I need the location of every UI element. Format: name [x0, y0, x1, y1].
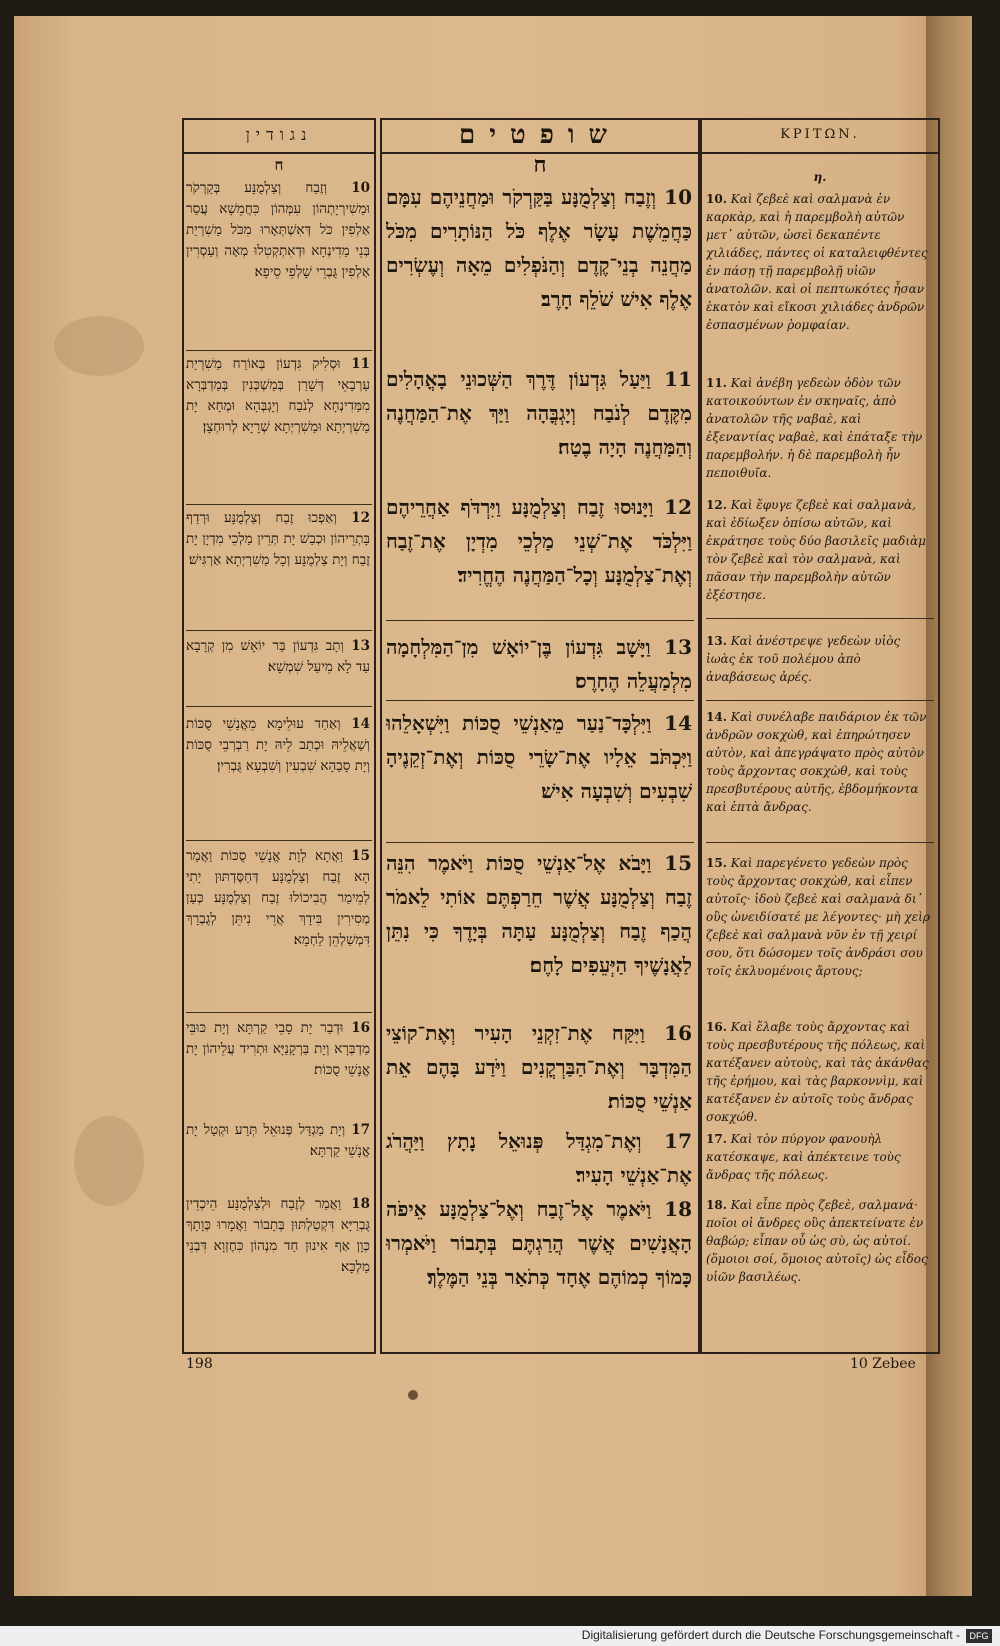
verse-text: Καὶ συνέλαβε παιδάριον ἐκ τῶν ἀνδρῶν σοκχὼθ, καὶ ἐπηρώτησεν αὐτὸν, καὶ ἀπεγράψατο πρὸς αὐτὸν τοὺς ἄρχοντας σοκχὼθ, καὶ τοὺς πρεσβυτέρους αὐτῆς, ἑβδομήκοντα καὶ ἑπτὰ ἄνδρας.: [706, 710, 927, 814]
verse-text: Καὶ παρεγένετο γεδεὼν πρὸς τοὺς ἄρχοντας σοκχὼθ, καὶ εἶπεν αὐτοῖς· ἰδοὺ ζεβεὲ καὶ σαλμανὰ δι᾽ οὓς ὠνειδίσατέ με λέγοντες· μὴ χεὶρ ζεβεὲ καὶ σαλμανὰ νῦν ἐν τῇ χειρί σου, ὅτι δώσομεν τοῖς ἀνδράσι σου τοῖς ἐκλυομένοις ἄρτους;: [706, 856, 930, 978]
verse-divider: [186, 350, 372, 351]
greek-verse: [706, 374, 932, 488]
paper-hole: [408, 1390, 418, 1400]
greek-verse: [706, 1018, 932, 1126]
verse-text: Καὶ τὸν πύργον φανουὴλ κατέσκαψε, καὶ ἀπέκτεινε τοὺς ἄνδρας τῆς πόλεως.: [706, 1132, 901, 1182]
verse-number: 10: [351, 180, 370, 196]
greek-chapter-marker: η.: [813, 170, 827, 184]
verse-number: 12: [351, 510, 370, 526]
verse-number: 18: [664, 1197, 692, 1221]
verse-number: 14: [664, 711, 692, 735]
aramaic-column-header: נגודין: [182, 118, 376, 154]
hebrew-verse: [386, 1124, 692, 1192]
hebrew-chapter-marker: ח: [533, 152, 547, 178]
verse-divider: [186, 840, 372, 841]
verse-number: 14.: [706, 710, 727, 724]
verse-number: 15: [664, 851, 692, 875]
verse-text: Καὶ ἀνέβη γεδεὼν ὁδὸν τῶν κατοικούντων ἐν σκηναῖς, ἀπὸ ἀνατολῶν τῆς ναβαὲ, καὶ ἐξεναντίας ναβαὲ, καὶ ἐπάταξε τὴν παρεμβολήν. ἡ δὲ παρεμβολὴ ἦν πεποιθυῖα.: [706, 376, 923, 480]
greek-verse: [706, 190, 932, 366]
verse-number: 15.: [706, 856, 727, 870]
greek-column-header: ΚΡΙΤΩΝ.: [700, 118, 940, 154]
greek-verse: [706, 632, 932, 688]
verse-text: וַיָּבֹא אֶל־אַנְשֵׁי סֻכּוֹת וַיֹּאמֶר הִנֵּה זֶבַח וְצַלְמֻנָּע אֲשֶׁר חֵרַפְתֶּם אוֹתִי לֵאמֹר הֲכַף זֶבַח וְצַלְמֻנָּע עַתָּה בְּיָדֶךָ כִּי נִתֵּן לַאֲנָשֶׁיךָ הַיְּעֵפִים לָחֶם׃: [386, 851, 692, 977]
verse-number: 13.: [706, 634, 727, 648]
aramaic-verse: [186, 1194, 370, 1344]
verse-number: 11: [351, 356, 370, 372]
verse-number: 15: [351, 848, 370, 864]
hebrew-verse: [386, 630, 692, 698]
verse-number: 12: [664, 495, 692, 519]
verse-text: וְאַפְכוּ זֶבַח וְצַלְמֻנָּע וּרְדַף בָּתְרֵיהוֹן וּכְבַשׁ יָת תְּרֵין מַלְכֵי מִדְיָן יָת זֶבַח וְיָת צַלְמֻנָּע וְכָל מַשִׁרְיְתָא אַרְגִּישׁ׃: [186, 510, 370, 568]
verse-divider: [186, 504, 372, 505]
hebrew-verse: [386, 180, 692, 380]
greek-verse: [706, 496, 932, 610]
aramaic-verse: [186, 1120, 370, 1184]
aramaic-chapter-marker: ח: [274, 156, 284, 174]
verse-number: 18.: [706, 1198, 727, 1212]
verse-number: 12.: [706, 498, 727, 512]
hebrew-verse: [386, 362, 692, 498]
verse-number: 10.: [706, 192, 727, 206]
verse-number: 16.: [706, 1020, 727, 1034]
verse-text: Καὶ ζεβεὲ καὶ σαλμανὰ ἐν καρκὰρ, καὶ ἡ παρεμβολὴ αὐτῶν μετ᾽ αὐτῶν, ὡσεὶ δεκαπέντε χιλιάδες, πάντες οἱ καταλειφθέντες ἐν πάσῃ τῇ παρεμβολῇ υἱῶν ἀνατολῶν. καὶ οἱ πεπτωκότες ἦσαν ἑκατὸν καὶ εἴκοσι χιλιάδες ἀνδρῶν ἐσπασμένων ῥομφαίαν.: [706, 192, 928, 332]
verse-text: וַיֹּאמֶר אֶל־זֶבַח וְאֶל־צַלְמֻנָּע אֵיפֹה הָאֲנָשִׁים אֲשֶׁר הֲרַגְתֶּם בְּתָבוֹר וַיֹּאמְרוּ כָּמוֹךָ כְמוֹהֶם אֶחָד כְּתֹאַר בְּנֵי הַמֶּלֶךְ׃: [386, 1197, 692, 1289]
verse-text: וַאֲמַר לְזֶבַח וּלְצַלְמֻנָּע הֵיכְדֵין גֻּבְרַיָּא דִּקְטַלְתּוּן בְּתָבוֹר וַאֲמָרוּ כְּוָתָךְ כְּוָן אַף אִינוּן חַד מִנְהוֹן כִּחֶזְוָא דִּבְנֵי מַלְכָּא׃: [186, 1196, 370, 1275]
greek-verse: [706, 854, 932, 1004]
verse-divider: [386, 700, 694, 701]
verse-text: Καὶ ἔλαβε τοὺς ἄρχοντας καὶ τοὺς πρεσβυτέρους τῆς πόλεως, καὶ κατέξανεν αὐτοὺς, καὶ τὰς ἀκάνθας τῆς ἐρήμου, καὶ τὰς βαρκοννὶμ, καὶ κατέξανεν ἐν αὐτοῖς τοὺς ἄνδρας σοκχώθ.: [706, 1020, 929, 1124]
verse-number: 14: [351, 716, 370, 732]
verse-text: וַיָּנוּסוּ זֶבַח וְצַלְמֻנָּע וַיִּרְדֹּף אַחֲרֵיהֶם וַיִּלְכֹּד אֶת־שְׁנֵי מַלְכֵי מִדְיָן אֶת־זֶבַח וְאֶת־צַלְמֻנָּע וְכָל־הַמַּחֲנֶה הֶחֱרִיד׃: [386, 495, 692, 587]
verse-number: 11: [664, 367, 692, 391]
verse-divider: [186, 1012, 372, 1013]
verse-text: וַיַּעַל גִּדְעוֹן דֶּרֶךְ הַשְּׁכוּנֵי בָאֳהָלִים מִקֶּדֶם לְנֹבַח וְיָגְבֳּהָה וַיַּךְ אֶת־הַמַּחֲנֶה וְהַמַּחֲנֶה הָיָה בֶטַח׃: [386, 367, 692, 459]
greek-verse: [706, 1130, 932, 1186]
aramaic-verse: [186, 1018, 370, 1110]
verse-number: 11.: [706, 376, 727, 390]
digitization-credit: Digitalisierung gefördert durch die Deutsche Forschungsgemeinschaft -: [581, 1628, 960, 1642]
page-number: 198: [186, 1356, 213, 1372]
verse-number: 13: [351, 638, 370, 654]
verse-number: 13: [664, 635, 692, 659]
aramaic-verse: [186, 508, 370, 626]
aramaic-verse: [186, 846, 370, 1006]
verse-text: וְתָב גִּדְעוֹן בַּר יוֹאָשׁ מִן קְרָבָא עַד לָא מֵיעַל שִׁמְשָׁא׃: [186, 638, 370, 675]
verse-text: וַיִּקַּח אֶת־זִקְנֵי הָעִיר וְאֶת־קוֹצֵי הַמִּדְבָּר וְאֶת־הַבַּרְקֳנִים וַיֹּדַע בָּהֶם אֵת אַנְשֵׁי סֻכּוֹת׃: [386, 1021, 692, 1113]
dfg-logo: DFG: [966, 1629, 992, 1643]
verse-divider: [706, 618, 934, 619]
hebrew-verse: [386, 706, 692, 842]
verse-text: וְאֶת־מִגְדַּל פְּנוּאֵל נָתָץ וַיַּהֲרֹג אֶת־אַנְשֵׁי הָעִיר׃: [386, 1129, 692, 1187]
verse-divider: [706, 842, 934, 843]
verse-text: וַאֲתָא לְוָת אֱנָשֵׁי סֻכּוֹת וַאֲמַר הָא זֶבַח וְצַלְמֻנָּע דְּחַסֶּדְתּוּן יָתִי לְמֵימַר הֲבִיכוֹלוּ זֶבַח וְצַלְמֻנָּע כְּעַן מְסִירִין בִּידָךְ אֲרֵי נִיתֵּן לְגֻבְרָךְ דִּמְשַׁלְהֵן לַחְמָא׃: [186, 848, 370, 948]
verse-text: וַיָּשָׁב גִּדְעוֹן בֶּן־יוֹאָשׁ מִן־הַמִּלְחָמָה מִלְמַעֲלֵה הֶחָרֶס׃: [386, 635, 692, 693]
greek-verse: [706, 1196, 932, 1308]
verse-number: 10: [664, 185, 692, 209]
verse-divider: [706, 700, 934, 701]
verse-number: 16: [664, 1021, 692, 1045]
verse-number: 17: [664, 1129, 692, 1153]
hebrew-verse: [386, 1016, 692, 1118]
paper-stain: [54, 316, 144, 376]
hebrew-verse: [386, 490, 692, 626]
verse-divider: [386, 620, 694, 621]
verse-divider: [186, 706, 372, 707]
verse-text: וְזֶבַח וְצַלְמֻנָּע בַּקַּרְקֹר וּמַחֲנֵיהֶם עִמָּם כַּחֲמֵשֶׁת עָשָׂר אֶלֶף כֹּל הַנּוֹתָרִים מִכֹּל מַחֲנֵה בְנֵי־קֶדֶם וְהַנֹּפְלִים מֵאָה וְעֶשְׂרִים אֶלֶף אִישׁ שֹׁלֵף חָרֶב׃: [386, 185, 692, 311]
verse-number: 16: [351, 1020, 370, 1036]
verse-number: 17.: [706, 1132, 727, 1146]
verse-text: Καὶ ἀνέστρεψε γεδεὼν υἱὸς ἰωὰς ἐκ τοῦ πολέμου ἀπὸ ἀναβάσεως ἀρές.: [706, 634, 901, 684]
hebrew-column-header: שופטים: [380, 118, 700, 154]
verse-text: Καὶ ἔφυγε ζεβεὲ καὶ σαλμανὰ, καὶ ἐδίωξεν ὀπίσω αὐτῶν, καὶ ἐκράτησε τοὺς δύο βασιλεῖς μαδιὰμ τὸν ζεβεὲ καὶ τὸν σαλμανὰ, καὶ πᾶσαν τὴν παρεμβολὴν αὐτῶν ἐξέστησε.: [706, 498, 926, 602]
verse-text: וּדְבַר יָת סָבֵי קַרְתָּא וְיָת כּוּבֵּי מַדְבְּרָא וְיָת בַּרְקָנַיָּא וּתְרִיד עֲלֵיהוֹן יָת אֱנָשֵׁי סֻכּוֹת׃: [186, 1020, 370, 1078]
greek-verse: [706, 708, 932, 834]
verse-text: וְזֶבַח וְצַלְמֻנָּע בְּקַרְקֹר וּמַשִׁירְיָתְהוֹן עִמְּהוֹן כִּחֲמֵשָׁא עֲסַר אַלְפִין כֹּל דְּאִשְׁתְּאָרוּ מִכֹּל מַשִׁרְיַת בְּנֵי מַדִינְחָא וּדְאִתְקְטִלוּ מְאָה וְעַסְרִין אַלְפִין גֻּבְרֵי שָׁלְפֵי סֵיפָא׃: [186, 180, 370, 280]
catchword: 10 Zebee: [850, 1356, 916, 1372]
aramaic-verse: [186, 714, 370, 830]
paper-stain: [74, 1116, 144, 1206]
hebrew-verse: [386, 846, 692, 1016]
verse-text: וְאַחַד עוּלֵימָא מֵאֱנָשֵׁי סֻכּוֹת וְשַׁאֲלֵיהּ וּכְתַב לֵיהּ יָת רַבְרְבֵי סֻכּוֹת וְיָת סָבַהָא שִׁבְעִין וְשִׁבְעָא גֻּבְרִין׃: [186, 716, 370, 774]
verse-text: וּסְלִיק גִּדְעוֹן בְּאוֹרַח מַשִׁרְיַת עַרְבָאֵי דְּשָׁרַן בְּמַשְׁכְּנִין בְּמַדְבְּרָא מִמַּדִינְחָא לְנֹבַח וְיָגְבְּהָא וּמְחָא יָת מַשִׁרְיְתָא וּמַשִׁרְיְתָא שְׁרָיָא לְרוּחְצָן׃: [186, 356, 370, 435]
verse-divider: [186, 630, 372, 631]
verse-text: Καὶ εἶπε πρὸς ζεβεὲ, σαλμανά· ποῖοι οἱ ἄνδρες οὓς ἀπεκτείνατε ἐν θαβώρ; εἶπαν οὗ ὡς σὺ, ὡς αὐτοί. (ὅμοιοι σοί, ὅμοιος αὐτοῖς) ὡς εἶδος υἱῶν βασιλέως.: [706, 1198, 928, 1284]
verse-divider: [386, 842, 694, 843]
verse-number: 18: [351, 1196, 370, 1212]
verse-text: וַיִּלְכָּד־נַעַר מֵאַנְשֵׁי סֻכּוֹת וַיִּשְׁאָלֵהוּ וַיִּכְתֹּב אֵלָיו אֶת־שָׂרֵי סֻכּוֹת וְאֶת־זְקֵנֶיהָ שִׁבְעִים וְשִׁבְעָה אִישׁ׃: [386, 711, 692, 803]
aramaic-verse: [186, 354, 370, 498]
verse-text: וְיָת מַגְדַּל פְּנוּאֵל תְּרַע וּקְטַל יָת אֱנָשֵׁי קַרְתָּא׃: [186, 1122, 370, 1159]
hebrew-verse: [386, 1192, 692, 1342]
digitization-banner: [0, 1626, 1000, 1646]
verse-number: 17: [351, 1122, 370, 1138]
aramaic-verse: [186, 636, 370, 702]
aramaic-verse: [186, 178, 370, 346]
